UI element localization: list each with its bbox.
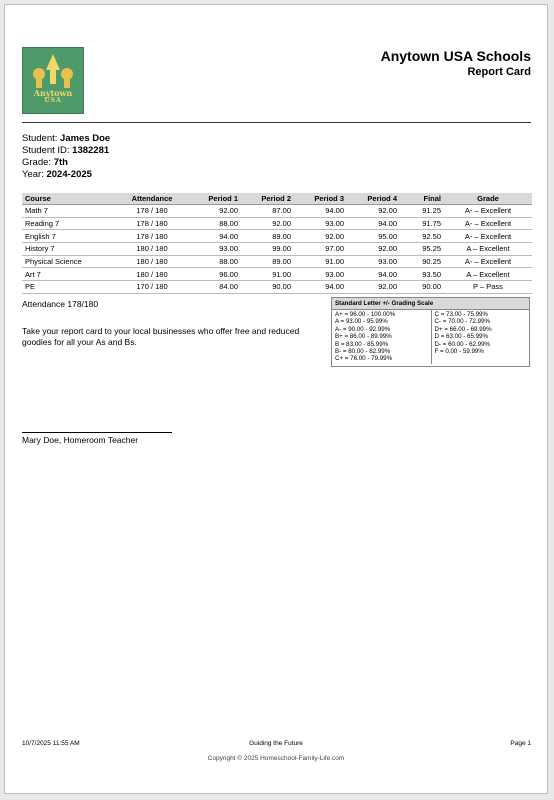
cell-course: Reading 7 [22, 217, 116, 230]
cell-attendance: 180 / 180 [116, 243, 188, 256]
student-info [22, 133, 110, 181]
table-row [22, 268, 532, 281]
attendance-summary: Attendance 178/180 [22, 299, 99, 309]
scale-entry: A+ = 96.00 - 100.00% [335, 311, 396, 318]
cell-attendance: 178 / 180 [116, 205, 188, 218]
cell-final: 90.00 [400, 281, 444, 294]
logo-text-secondary: USA [44, 97, 62, 104]
teacher-message: Take your report card to your local businesses who offer free and reduced goodies for all your As and Bs. [22, 326, 300, 347]
col-final: Final [400, 193, 444, 205]
scale-entry: D- = 60.00 - 62.99% [434, 340, 491, 348]
table-header-row [22, 193, 532, 205]
cell-period-2: 89.00 [241, 230, 294, 243]
footer-page-number: Page 1 [510, 740, 531, 747]
cell-final: 91.25 [400, 205, 444, 218]
footer-motto: Guiding the Future [249, 740, 303, 747]
cell-period-1: 92.00 [188, 205, 241, 218]
col-period-2: Period 2 [241, 193, 294, 205]
cell-period-2: 92.00 [241, 217, 294, 230]
school-year: 2024-2025 [46, 169, 92, 180]
cell-course: Math 7 [22, 205, 116, 218]
grade-label: Grade: [22, 157, 54, 168]
signature-name: Mary Doe, Homeroom Teacher [22, 435, 139, 445]
school-name: Anytown USA Schools [380, 48, 531, 64]
cell-period-4: 94.00 [347, 217, 400, 230]
scale-entry: B+ = 86.00 - 89.99% [335, 333, 392, 341]
logo-text-primary: Anytown [33, 88, 73, 98]
scale-entry: C+ = 76.00 - 79.99% [335, 355, 393, 363]
report-card-page [4, 4, 548, 794]
table-row [22, 255, 532, 268]
grading-scale-box [331, 297, 530, 367]
student-id-label: Student ID: [22, 145, 73, 156]
cell-period-4: 92.00 [347, 243, 400, 256]
cell-period-1: 94.00 [188, 230, 241, 243]
cell-course: History 7 [22, 243, 116, 256]
student-id: 1382281 [72, 145, 110, 156]
cell-grade: A- – Excellent [444, 230, 532, 243]
year-line [22, 169, 110, 181]
cell-period-1: 88.00 [188, 255, 241, 268]
cell-period-4: 93.00 [347, 255, 400, 268]
school-logo [22, 47, 84, 114]
table-row [22, 230, 532, 243]
cell-period-2: 90.00 [241, 281, 294, 294]
scale-entry: D+ = 66.00 - 69.99% [434, 325, 492, 333]
cell-course: Physical Science [22, 255, 116, 268]
grading-scale-left [332, 310, 431, 364]
cell-grade: A- – Excellent [444, 205, 532, 218]
cell-period-1: 88.00 [188, 217, 241, 230]
student-name-line [22, 133, 110, 145]
cell-grade: A – Excellent [444, 243, 532, 256]
cell-grade: A- – Excellent [444, 255, 532, 268]
cell-period-3: 92.00 [294, 230, 347, 243]
student-id-line [22, 145, 110, 157]
cell-period-4: 95.00 [347, 230, 400, 243]
cell-period-2: 91.00 [241, 268, 294, 281]
cell-attendance: 180 / 180 [116, 255, 188, 268]
document-title: Report Card [467, 66, 531, 78]
cell-period-3: 93.00 [294, 217, 347, 230]
cell-final: 91.75 [400, 217, 444, 230]
footer-copyright: Copyright © 2025 Homeschool-Family-Life.com [207, 755, 345, 762]
grades-table [22, 193, 532, 294]
header-divider [22, 122, 531, 123]
scale-entry: C- = 70.00 - 72.99% [434, 318, 491, 326]
cell-period-4: 92.00 [347, 281, 400, 294]
cell-period-3: 93.00 [294, 268, 347, 281]
cell-course: English 7 [22, 230, 116, 243]
cell-course: Art 7 [22, 268, 116, 281]
scale-entry: F = 0.00 - 59.99% [434, 348, 484, 356]
col-attendance: Attendance [116, 193, 188, 205]
cell-period-3: 97.00 [294, 243, 347, 256]
cell-period-2: 99.00 [241, 243, 294, 256]
cell-period-3: 94.00 [294, 281, 347, 294]
signature-line [22, 432, 172, 433]
col-course: Course [22, 193, 116, 205]
cell-period-3: 91.00 [294, 255, 347, 268]
cell-attendance: 180 / 180 [116, 268, 188, 281]
cell-period-1: 93.00 [188, 243, 241, 256]
grading-scale-title: Standard Letter +/- Grading Scale [332, 298, 529, 310]
cell-final: 93.50 [400, 268, 444, 281]
student-name-label: Student: [22, 133, 61, 144]
cell-course: PE [22, 281, 116, 294]
cell-grade: A – Excellent [444, 268, 532, 281]
cell-final: 90.25 [400, 255, 444, 268]
scale-entry: A- = 90.00 - 92.99% [335, 325, 391, 333]
grade-line [22, 157, 110, 169]
grading-scale-right [431, 310, 530, 364]
scale-entry: C = 73.00 - 75.99% [434, 311, 488, 318]
cell-period-1: 96.00 [188, 268, 241, 281]
table-row [22, 217, 532, 230]
col-period-3: Period 3 [294, 193, 347, 205]
table-row [22, 205, 532, 218]
table-row [22, 281, 532, 294]
cell-period-2: 87.00 [241, 205, 294, 218]
student-name: James Doe [60, 133, 111, 144]
scale-entry: B = 83.00 - 85.99% [335, 340, 389, 348]
grade-level: 7th [53, 157, 68, 168]
col-grade: Grade [444, 193, 532, 205]
scale-entry: B- = 80.00 - 82.99% [335, 348, 391, 356]
year-label: Year: [22, 169, 47, 180]
footer-datetime: 10/7/2025 11:55 AM [22, 740, 80, 747]
cell-attendance: 170 / 180 [116, 281, 188, 294]
cell-period-3: 94.00 [294, 205, 347, 218]
table-row [22, 243, 532, 256]
cell-attendance: 178 / 180 [116, 217, 188, 230]
cell-period-1: 84.00 [188, 281, 241, 294]
scale-entry: A = 93.00 - 95.99% [335, 318, 388, 326]
scale-entry: D = 63.00 - 65.99% [434, 333, 488, 341]
cell-period-2: 89.00 [241, 255, 294, 268]
cell-period-4: 94.00 [347, 268, 400, 281]
cell-final: 92.50 [400, 230, 444, 243]
cell-period-4: 92.00 [347, 205, 400, 218]
cell-final: 95.25 [400, 243, 444, 256]
cell-attendance: 178 / 180 [116, 230, 188, 243]
cell-grade: A- – Excellent [444, 217, 532, 230]
col-period-4: Period 4 [347, 193, 400, 205]
cell-grade: P – Pass [444, 281, 532, 294]
col-period-1: Period 1 [188, 193, 241, 205]
